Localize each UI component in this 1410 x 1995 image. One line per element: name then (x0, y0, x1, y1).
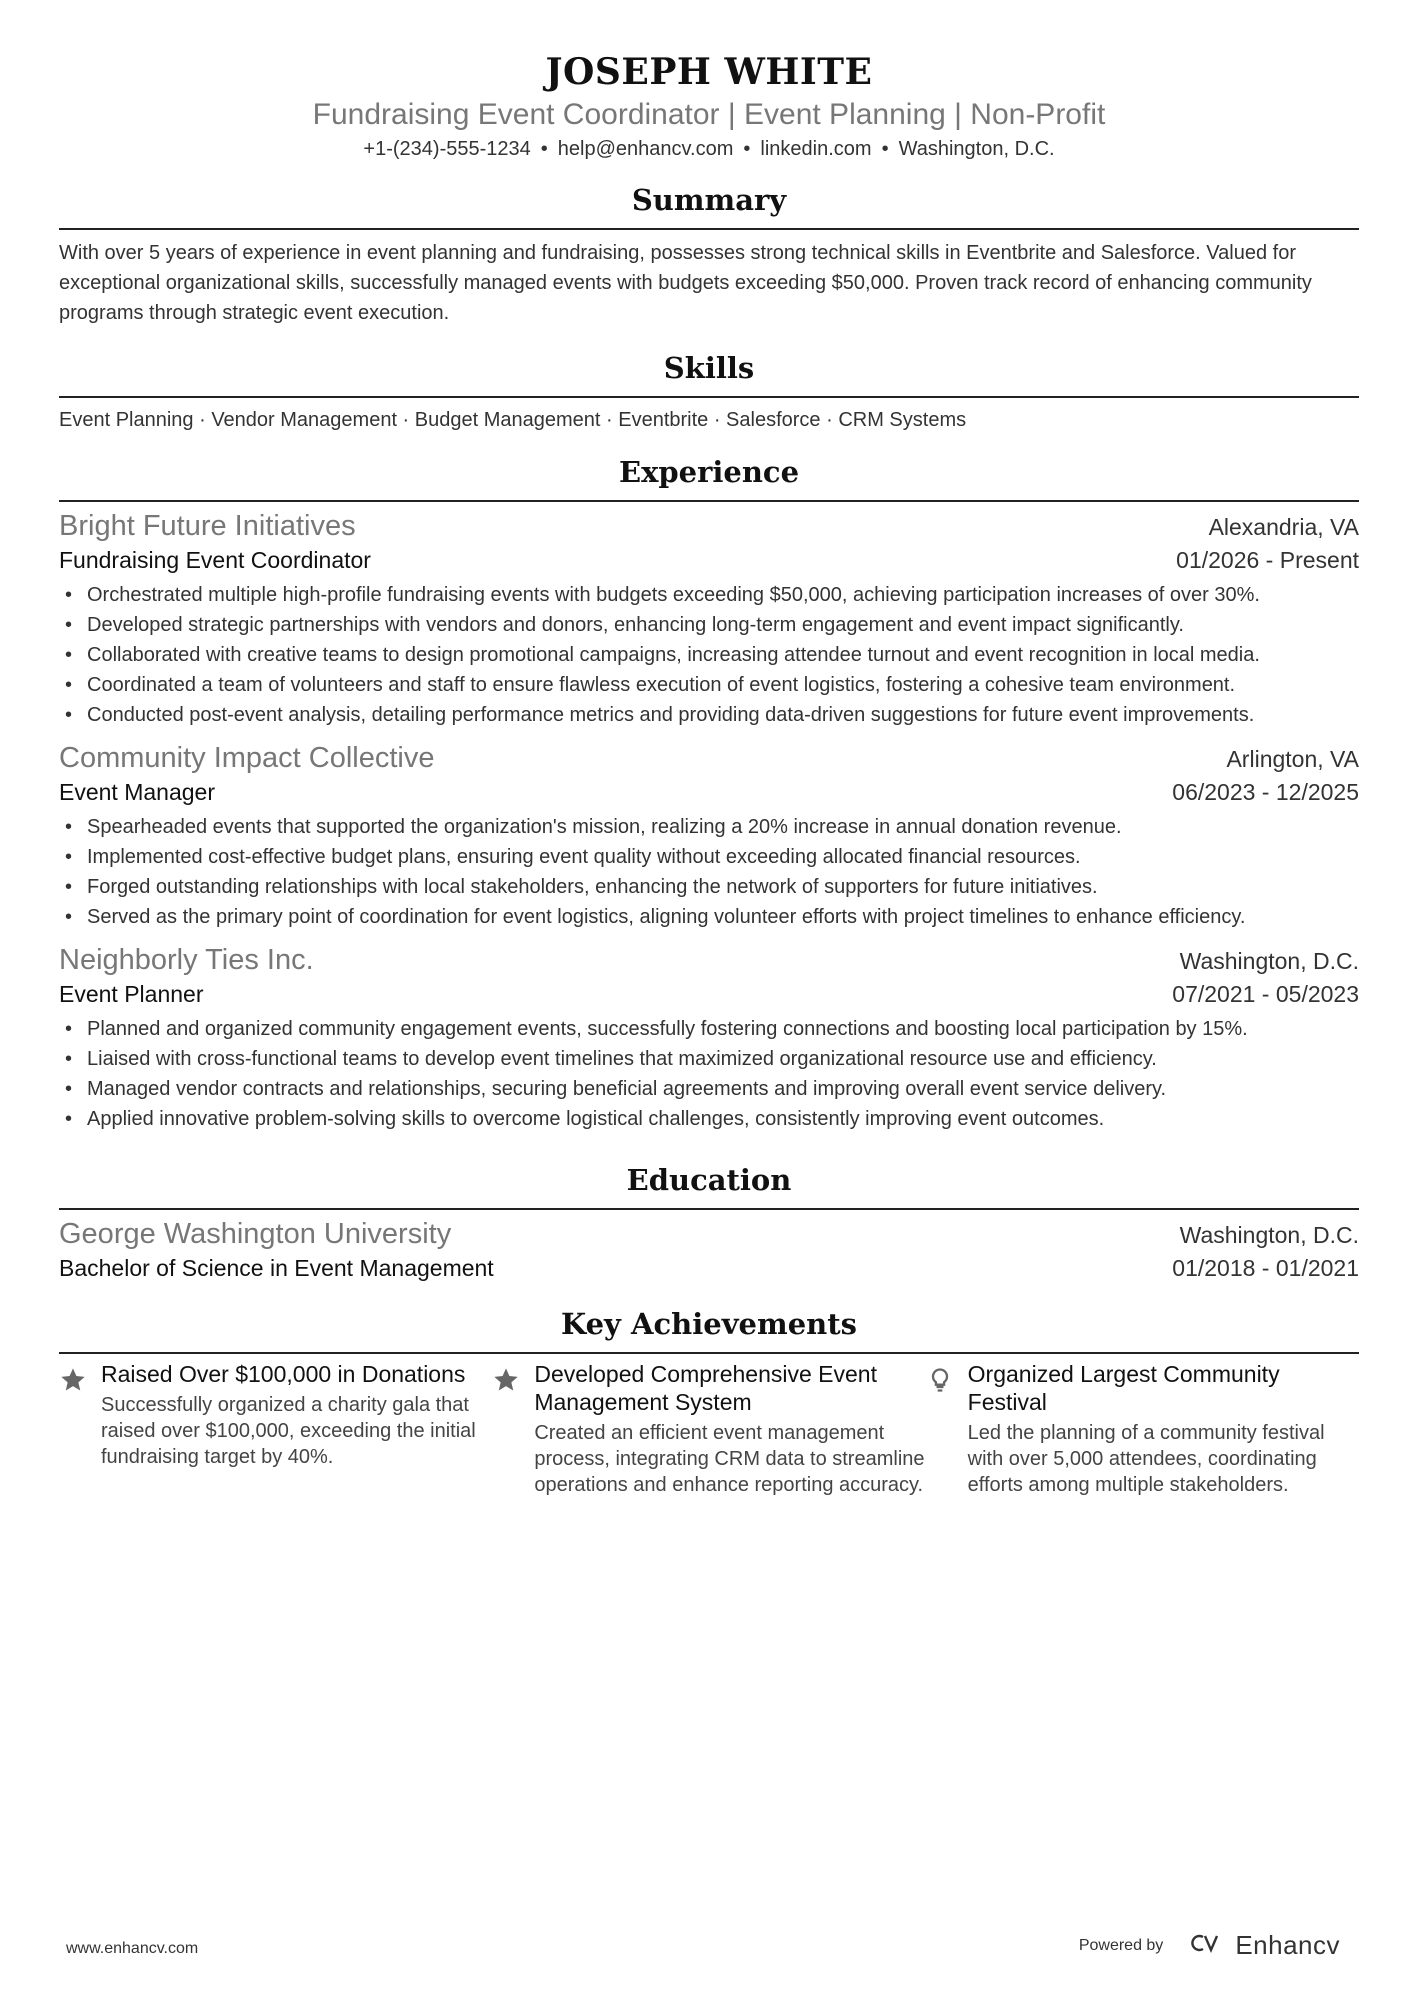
location: Washington, D.C. (898, 138, 1055, 160)
job-bullets (59, 580, 1359, 730)
school-name: George Washington University (59, 1218, 452, 1250)
section-divider (59, 1208, 1359, 1210)
footer-website-link[interactable]: www.enhancv.com (66, 1940, 199, 1957)
degree: Bachelor of Science in Event Management (59, 1255, 494, 1281)
company-name: Community Impact Collective (59, 742, 435, 774)
section-divider (59, 228, 1359, 230)
achievement-item (926, 1360, 1359, 1498)
job-entry (59, 740, 1359, 932)
job-location: Alexandria, VA (1208, 514, 1359, 540)
linkedin-link[interactable]: linkedin.com (760, 138, 872, 160)
achievement-title: Organized Largest Community Festival (967, 1361, 1280, 1415)
job-entry (59, 942, 1359, 1134)
job-dates: 06/2023 - 12/2025 (1172, 779, 1359, 805)
bullet-item: • Orchestrated multiple high-profile fundraising events with budgets exceeding $50,000, achieving participation increases of over 30%. (59, 580, 1359, 610)
achievement-title: Developed Comprehensive Event Management System (534, 1361, 877, 1415)
education-dates: 01/2018 - 01/2021 (1172, 1255, 1359, 1281)
achievements-grid (59, 1360, 1359, 1498)
contact-line (59, 136, 1359, 162)
achievement-item (492, 1360, 925, 1498)
star-icon (492, 1360, 534, 1498)
separator-dot: • (881, 138, 889, 160)
summary-text: With over 5 years of experience in event planning and fundraising, possesses strong technical skills in Eventbrite and Salesforce. Valued for exceptional organizational skills, successfully managed events with budgets exceeding $50,000. Proven track record of enhancing community programs through strategic event execution. (59, 242, 1312, 324)
powered-by-label: Powered by (1078, 1936, 1164, 1954)
separator-dot: • (540, 138, 548, 160)
headline: Fundraising Event Coordinator | Event Planning | Non-Profit (312, 98, 1106, 131)
job-bullets (59, 812, 1359, 932)
bullet-item: • Implemented cost-effective budget plans, ensuring event quality without exceeding allocated financial resources. (59, 842, 1359, 872)
footer-branding (1079, 1930, 1340, 1961)
school-location: Washington, D.C. (1179, 1222, 1359, 1248)
star-icon (59, 1360, 101, 1498)
summary-section (59, 182, 1359, 328)
job-title: Fundraising Event Coordinator (59, 547, 371, 573)
job-location: Arlington, VA (1226, 746, 1359, 772)
job-dates: 07/2021 - 05/2023 (1172, 981, 1359, 1007)
email-link[interactable]: help@enhancv.com (557, 138, 734, 160)
brand-name: Enhancv (1235, 1930, 1340, 1960)
job-location: Washington, D.C. (1179, 948, 1359, 974)
resume-page (59, 0, 1359, 1498)
job-title: Event Manager (59, 779, 215, 805)
experience-section (59, 454, 1359, 1134)
candidate-name: JOSEPH WHITE (545, 51, 873, 93)
section-divider (59, 396, 1359, 398)
achievements-section (59, 1306, 1359, 1498)
education-section (59, 1162, 1359, 1284)
section-title-education: Education (626, 1163, 792, 1197)
bullet-item: • Managed vendor contracts and relationships, securing beneficial agreements and improving overall event service delivery. (59, 1074, 1359, 1104)
section-title-achievements: Key Achievements (561, 1307, 857, 1341)
bullet-item: • Applied innovative problem-solving skills to overcome logistical challenges, consistently improving event outcomes. (59, 1104, 1359, 1134)
bullet-item: • Forged outstanding relationships with local stakeholders, enhancing the network of supporters for future initiatives. (59, 872, 1359, 902)
job-title: Event Planner (59, 981, 204, 1007)
bullet-item: • Liaised with cross-functional teams to develop event timelines that maximized organizational resource use and efficiency. (59, 1044, 1359, 1074)
skills-section (59, 350, 1359, 434)
separator-dot: • (743, 138, 751, 160)
section-title-experience: Experience (618, 455, 800, 489)
section-title-skills: Skills (663, 351, 755, 385)
skills-list: Event Planning · Vendor Management · Budget Management · Eventbrite · Salesforce · CRM Systems (59, 409, 967, 431)
section-divider (59, 500, 1359, 502)
bullet-item: • Spearheaded events that supported the organization's mission, realizing a 20% increase in annual donation revenue. (59, 812, 1359, 842)
achievement-title: Raised Over $100,000 in Donations (101, 1361, 466, 1387)
job-entry (59, 508, 1359, 730)
bullet-item: • Collaborated with creative teams to design promotional campaigns, increasing attendee turnout and event recognition in local media. (59, 640, 1359, 670)
bullet-item: • Developed strategic partnerships with vendors and donors, enhancing long-term engagement and event impact significantly. (59, 610, 1359, 640)
job-bullets (59, 1014, 1359, 1134)
bullet-item: • Coordinated a team of volunteers and staff to ensure flawless execution of event logistics, fostering a cohesive team environment. (59, 670, 1359, 700)
achievement-description: Successfully organized a charity gala that raised over $100,000, exceeding the initial fundraising target by 40%. (101, 1394, 476, 1468)
bullet-item: • Conducted post-event analysis, detailing performance metrics and providing data-driven suggestions for future event improvements. (59, 700, 1359, 730)
lightbulb-icon (926, 1360, 968, 1498)
achievement-description: Created an efficient event management process, integrating CRM data to streamline operations and enhance reporting accuracy. (534, 1422, 925, 1496)
enhancv-logo-icon (1189, 1932, 1225, 1959)
bullet-item: • Planned and organized community engagement events, successfully fostering connections and boosting local participation by 15%. (59, 1014, 1359, 1044)
job-dates: 01/2026 - Present (1176, 547, 1359, 573)
bullet-item: • Served as the primary point of coordination for event logistics, aligning volunteer efforts with project timelines to enhance efficiency. (59, 902, 1359, 932)
phone: +1-(234)-555-1234 (363, 138, 531, 160)
section-divider (59, 1352, 1359, 1354)
section-title-summary: Summary (631, 183, 787, 217)
company-name: Bright Future Initiatives (59, 510, 356, 542)
achievement-item (59, 1360, 492, 1498)
achievement-description: Led the planning of a community festival with over 5,000 attendees, coordinating efforts among multiple stakeholders. (967, 1422, 1325, 1496)
company-name: Neighborly Ties Inc. (59, 944, 314, 976)
